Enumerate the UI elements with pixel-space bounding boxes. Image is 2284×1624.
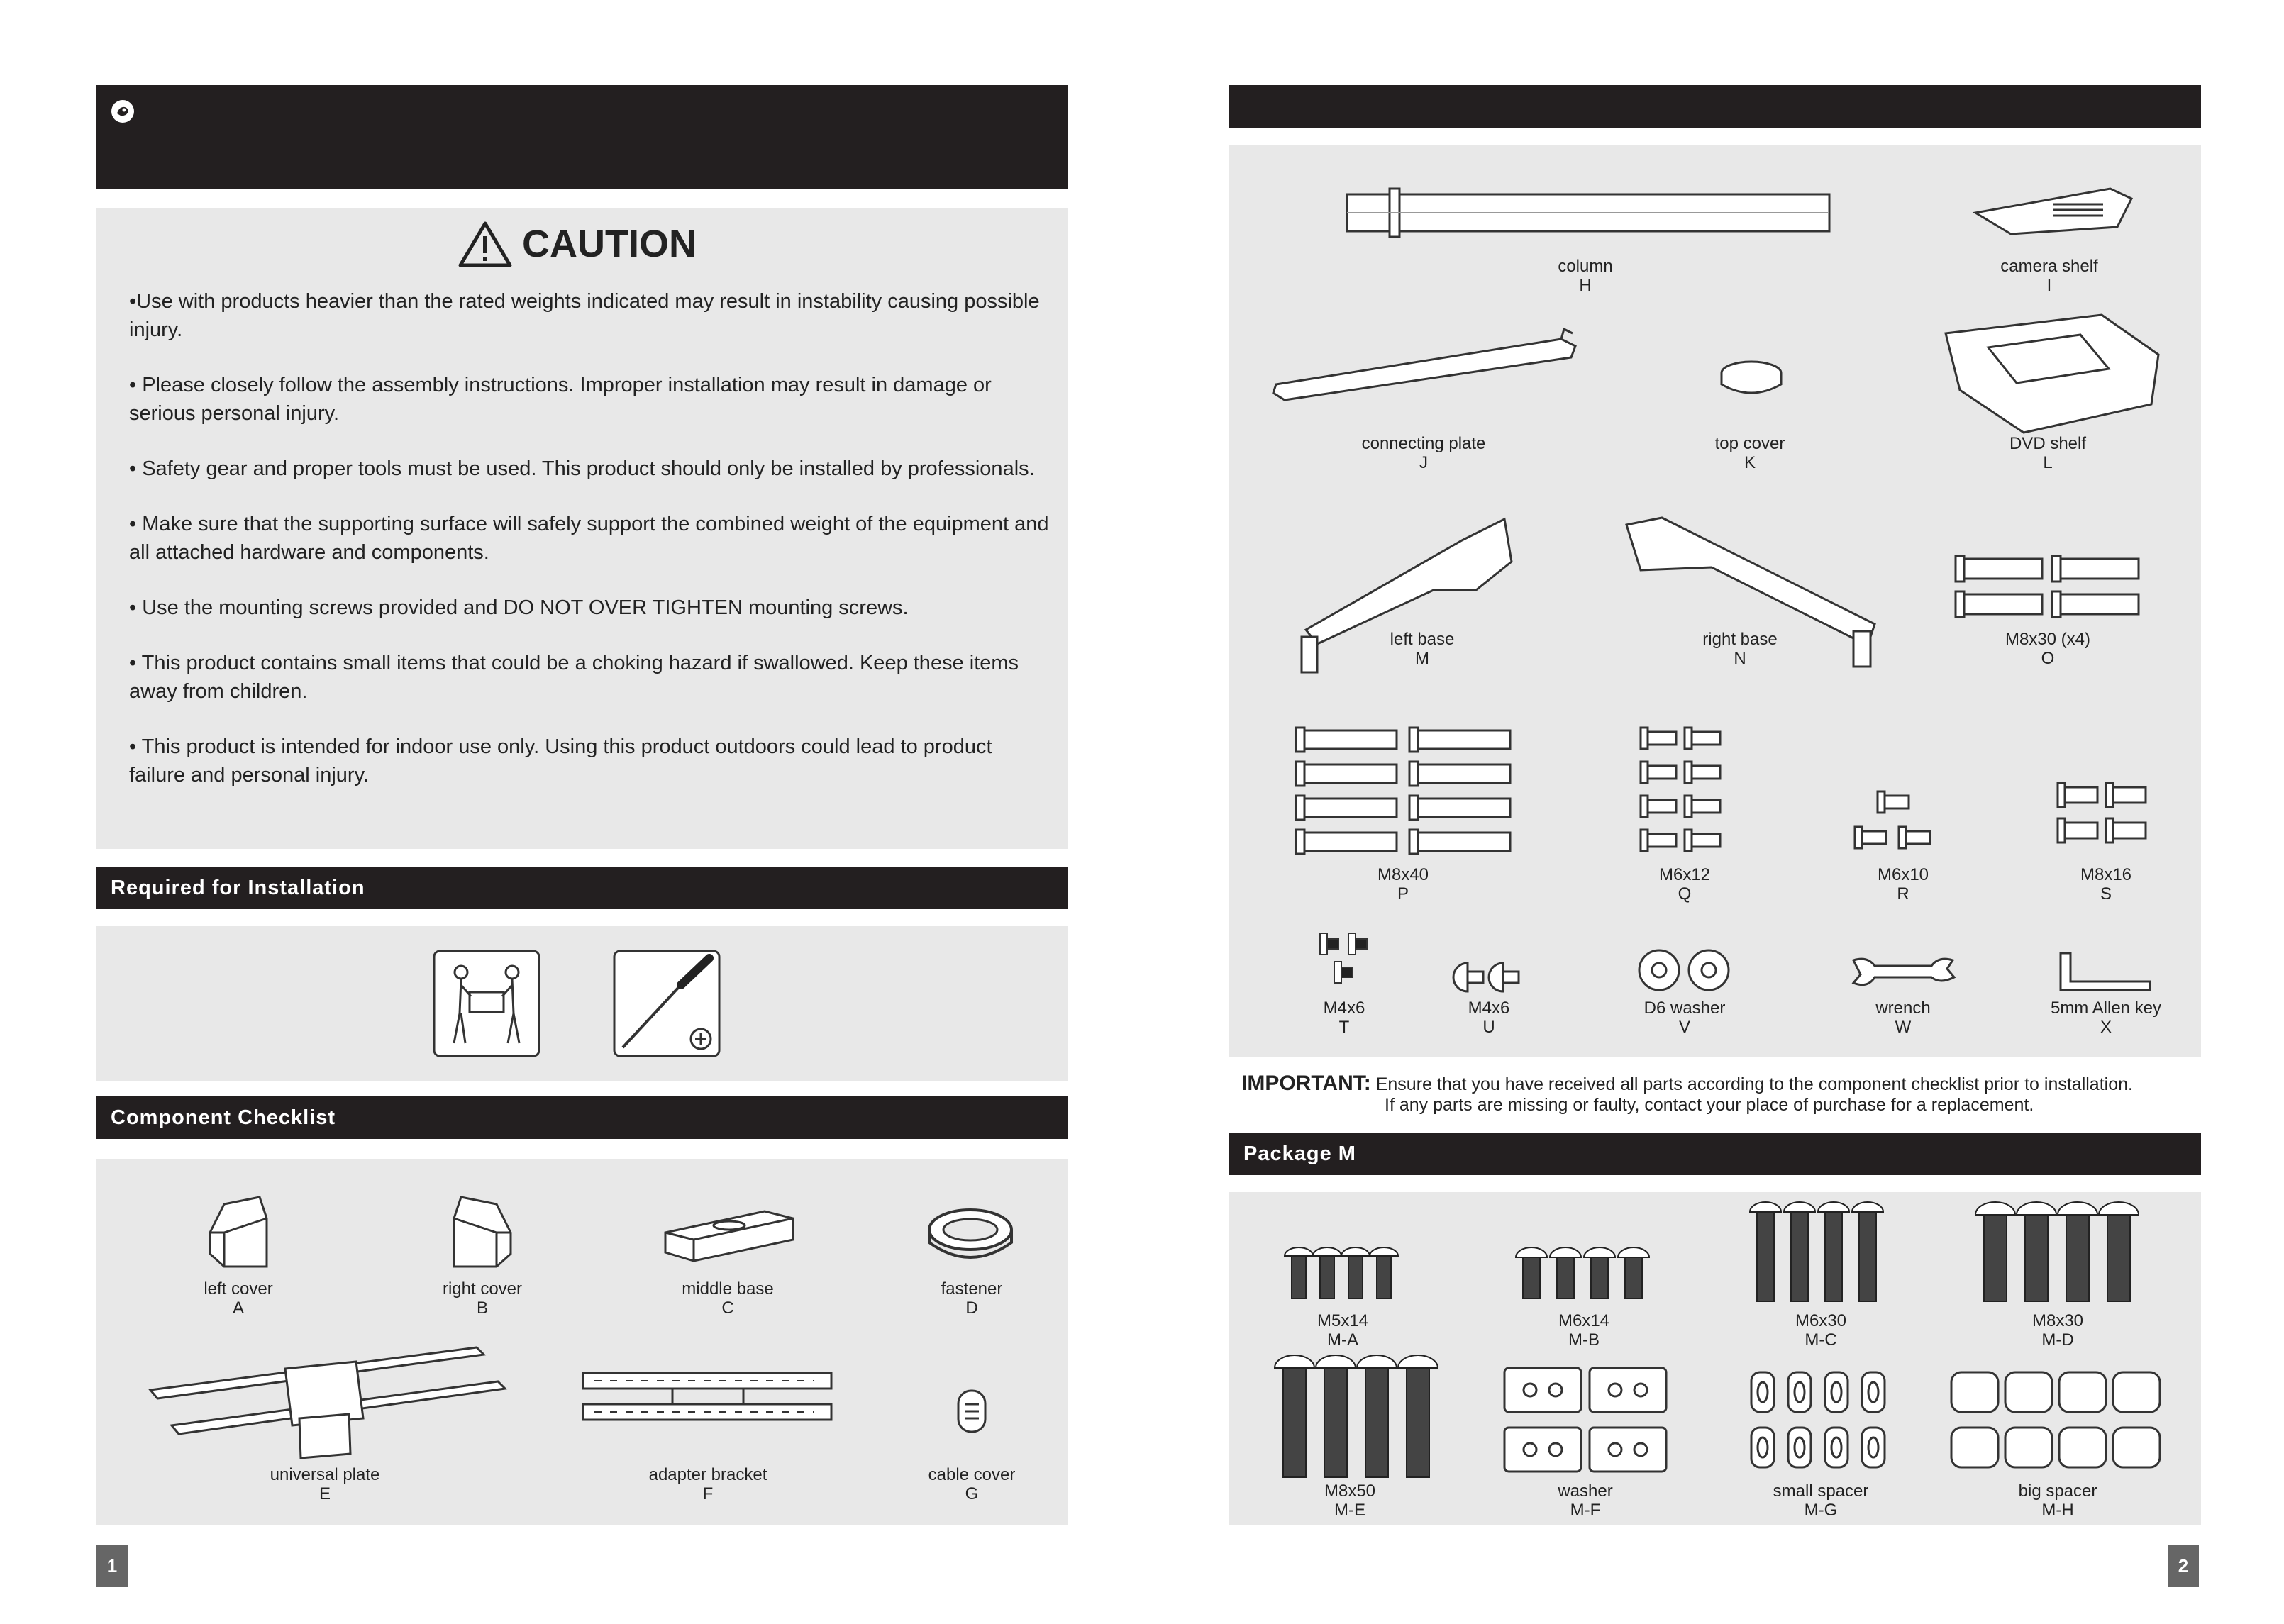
page2-header-bar <box>1229 85 2201 128</box>
package-label: small spacer M-G <box>1773 1481 1869 1520</box>
package-label: M8x30 M-D <box>2031 1311 2084 1350</box>
component-label: cable cover G <box>928 1465 1016 1503</box>
package-label: washer M-F <box>1558 1481 1613 1520</box>
caution-bullet: • Use the mounting screws provided and DO NOT OVER TIGHTEN mounting screws. <box>129 596 909 619</box>
m8x30-bolts-illustration <box>1953 552 2144 623</box>
fastener-illustration <box>925 1201 1017 1265</box>
caution-title: CAUTION <box>522 223 697 265</box>
package-label: M8x50 M-E <box>1324 1481 1376 1520</box>
component-label: adapter bracket F <box>648 1465 767 1503</box>
component-label: left cover A <box>204 1279 273 1318</box>
part-label: M8x40 P <box>1377 865 1429 903</box>
m6x12-bolts-illustration <box>1638 723 1737 865</box>
brand-logo-icon <box>111 99 135 123</box>
m4x6-screws-t-illustration <box>1317 930 1381 987</box>
wrench-illustration <box>1846 953 1960 996</box>
caution-bullet: •Use with products heavier than the rated weights indicated may result in instability causing possible injury. <box>129 290 1040 341</box>
screwdriver-icon <box>613 950 721 1057</box>
right-cover-illustration <box>447 1190 518 1268</box>
caution-bullet: • Safety gear and proper tools must be used. This product should only be installed by professionals. <box>129 457 1035 480</box>
component-label: middle base C <box>682 1279 774 1318</box>
page1-header-bar <box>96 85 1068 189</box>
part-label: M6x10 R <box>1877 865 1929 903</box>
required-installation-heading: Required for Installation <box>96 867 1068 909</box>
required-panel <box>96 926 1068 1081</box>
package-label: M6x14 M-B <box>1558 1311 1610 1350</box>
page-number: 2 <box>2168 1545 2199 1587</box>
part-label: column H <box>1558 257 1613 295</box>
middle-base-illustration <box>658 1204 800 1268</box>
column-illustration <box>1340 180 1836 244</box>
allen-key-illustration <box>2056 949 2156 999</box>
part-label: M4x6 U <box>1468 999 1510 1037</box>
important-line1: Ensure that you have received all parts according to the component checklist prior to installation. <box>1375 1074 2133 1094</box>
part-label: wrench W <box>1875 999 1931 1037</box>
m5x14-screws-illustration <box>1282 1246 1402 1303</box>
part-label: DVD shelf L <box>2009 434 2087 472</box>
left-cover-illustration <box>203 1190 274 1268</box>
parts-panel <box>1229 145 2201 1057</box>
package-m-heading: Package M <box>1229 1133 2201 1175</box>
part-label: camera shelf I <box>2000 257 2098 295</box>
m6x10-bolts-illustration <box>1852 789 1958 860</box>
part-label: M4x6 T <box>1323 999 1365 1037</box>
caution-heading <box>458 221 697 267</box>
caution-panel <box>96 208 1068 849</box>
package-label: M5x14 M-A <box>1316 1311 1369 1350</box>
two-person-lift-icon <box>433 950 540 1057</box>
caution-bullet: • Please closely follow the assembly instructions. Improper installation may result in damage or serious personal injury. <box>129 374 992 425</box>
component-checklist-heading: Component Checklist <box>96 1096 1068 1139</box>
universal-plate-illustration <box>143 1340 512 1461</box>
caution-bullet: • This product is intended for indoor use only. Using this product outdoors could lead to product failure and personal injury. <box>129 735 992 786</box>
part-label: 5mm Allen key X <box>2050 999 2162 1037</box>
camera-shelf-illustration <box>1968 184 2139 241</box>
package-label: big spacer M-H <box>2018 1481 2097 1520</box>
m6x14-screws-illustration <box>1513 1246 1655 1303</box>
part-label: right base N <box>1702 630 1778 668</box>
m4x6-screws-u-illustration <box>1453 960 1531 996</box>
part-label: top cover K <box>1714 434 1785 472</box>
connecting-plate-illustration <box>1270 329 1582 400</box>
component-label: fastener D <box>941 1279 1003 1318</box>
small-spacer-illustration <box>1747 1368 1896 1474</box>
m8x30-screws-illustration <box>1973 1199 2143 1306</box>
caution-bullet: • This product contains small items that could be a choking hazard if swallowed. Keep these items away from children. <box>129 652 1019 703</box>
package-label: M6x30 M-C <box>1795 1311 1847 1350</box>
component-label: right cover B <box>442 1279 523 1318</box>
important-label: IMPORTANT: <box>1241 1072 1371 1095</box>
d6-washer-illustration <box>1635 946 1734 996</box>
part-label: D6 washer V <box>1643 999 1726 1037</box>
cable-cover-illustration <box>955 1387 990 1437</box>
warning-triangle-icon <box>458 221 512 267</box>
part-label: M6x12 Q <box>1658 865 1711 903</box>
part-label: connecting plate J <box>1361 434 1486 472</box>
m8x16-bolts-illustration <box>2055 780 2161 851</box>
important-line2: If any parts are missing or faulty, contact your place of purchase for a replacement. <box>1385 1095 2034 1115</box>
m8x40-bolts-illustration <box>1293 723 1520 865</box>
part-label: left base M <box>1390 630 1455 668</box>
m8x50-screws-illustration <box>1272 1352 1442 1480</box>
top-cover-illustration <box>1717 357 1788 400</box>
adapter-bracket-illustration <box>580 1369 836 1433</box>
dvd-shelf-illustration <box>1939 312 2166 440</box>
big-spacer-illustration <box>1947 1368 2174 1474</box>
part-label: M8x16 S <box>2080 865 2132 903</box>
part-label: M8x30 (x4) O <box>2005 630 2091 668</box>
m6x30-screws-illustration <box>1747 1199 1889 1306</box>
washer-illustration <box>1500 1364 1670 1477</box>
caution-bullets <box>129 287 1051 816</box>
page-number: 1 <box>96 1545 128 1587</box>
component-label: universal plate E <box>270 1465 380 1503</box>
important-notice <box>1241 1073 2206 1116</box>
caution-bullet: • Make sure that the supporting surface will safely support the combined weight of the equipment and all attached hardware and components. <box>129 513 1049 564</box>
component-checklist-panel <box>96 1159 1068 1525</box>
package-m-panel <box>1229 1192 2201 1525</box>
